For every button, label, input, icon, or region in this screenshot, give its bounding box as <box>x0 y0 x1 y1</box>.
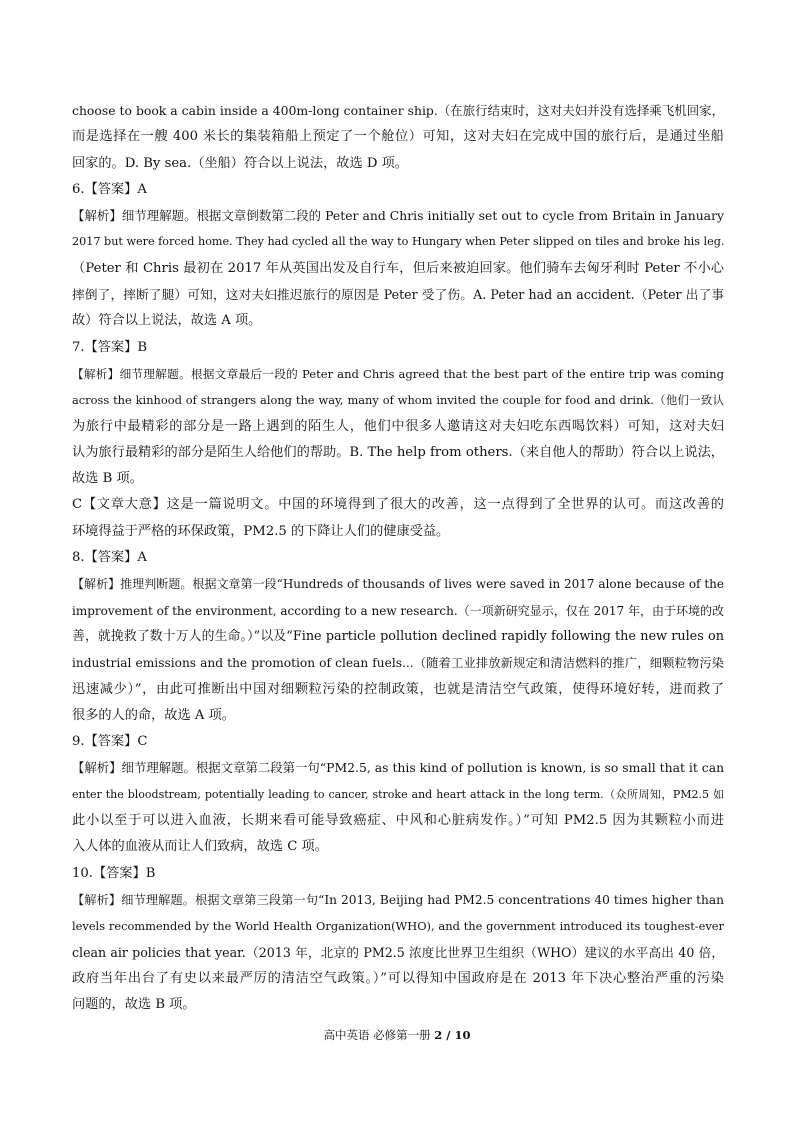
text-line: 6.【答案】A <box>72 181 147 197</box>
text-line: 政府当年出台了有史以来最严厉的清洁空气政策。）”可以得知中国政府是在 2013 年下决心整治严重的污染 <box>72 970 724 986</box>
text-line: 此小以至于可以进入血液，长期来看可能导致癌症、中风和心脏病发作。）”可知 PM2.5 因为其颗粒小而进 <box>72 813 724 829</box>
text-line: 而是选择在一艘 400 米长的集装箱船上预定了一个舱位）可知，这对夫妇在完成中国的旅行后，是通过坐船 <box>72 129 724 145</box>
text-line: C【文章大意】这是一篇说明文。中国的环境得到了很大的改善，这一点得到了全世界的认可。而这改善的 <box>72 497 724 513</box>
document-body <box>72 98 724 1018</box>
text-line: （Peter 和 Chris 最初在 2017 年从英国出发及自行车，但后来被迫回家。他们骑车去匈牙利时 Peter 不小心 <box>72 260 724 276</box>
text-line: levels recommended by the World Health Organization(WHO), and the government introduced its toughest-ever <box>72 919 724 934</box>
text-line: clean air policies that year.（2013 年，北京的 PM2.5 浓度比世界卫生组织（WHO）建议的水平高出 40 倍， <box>72 944 724 960</box>
text-line: choose to book a cabin inside a 400m-long container ship.（在旅行结束时，这对夫妇并没有选择乘飞机回家， <box>72 103 724 118</box>
text-line: 入人体的血液从而让人们致病，故选 C 项。 <box>72 839 328 855</box>
text-line: 9.【答案】C <box>72 734 148 750</box>
text-line: 故选 B 项。 <box>72 471 143 487</box>
text-line: 迅速减少）”，由此可推断出中国对细颗粒污染的控制政策，也就是清洁空气政策，使得环境好转，进而救了 <box>72 681 724 697</box>
text-line: 问题的，故选 B 项。 <box>72 997 196 1013</box>
page-footer <box>0 1027 794 1043</box>
text-line: 8.【答案】A <box>72 550 147 566</box>
text-line: industrial emissions and the promotion of clean fuels...（随着工业排放新规定和清洁燃料的推广，细颗粒物污染 <box>72 656 724 671</box>
footer-book-title: 高中英语 必修第一册 <box>323 1028 431 1042</box>
text-line: 10.【答案】B <box>72 865 156 881</box>
text-line: 【解析】细节理解题。根据文章倒数第二段的 Peter and Chris initially set out to cycle from Britain in January <box>72 208 724 224</box>
text-line: 2017 but were forced home. They had cycled all the way to Hungary when Peter slipped on tiles and broke his leg. <box>72 235 724 249</box>
text-line: 回家的。D. By sea.（坐船）符合以上说法，故选 D 项。 <box>72 155 408 171</box>
text-line: 很多的人的命，故选 A 项。 <box>72 707 235 723</box>
text-line: 为旅行中最精彩的部分是一路上遇到的陌生人，他们中很多人邀请这对夫妇吃东西喝饮料）可知，这对夫妇 <box>72 418 724 434</box>
text-line: 【解析】推理判断题。根据文章第一段“Hundreds of thousands of lives were saved in 2017 alone because of the <box>72 577 724 592</box>
page-number: 2 / 10 <box>434 1028 471 1042</box>
text-line: 故）符合以上说法，故选 A 项。 <box>72 313 262 329</box>
text-line: enter the bloodstream, potentially leading to cancer, stroke and heart attack in the long term.（众所周知，PM2.5 如 <box>72 787 724 801</box>
text-line: 认为旅行最精彩的部分是陌生人给他们的帮助。B. The help from others.（来自他人的帮助）符合以上说法， <box>72 444 724 460</box>
text-line: 【解析】细节理解题。根据文章第三段第一句“In 2013, Beijing had PM2.5 concentrations 40 times higher than <box>72 892 724 907</box>
text-line: 【解析】细节理解题。根据文章最后一段的 Peter and Chris agreed that the best part of the entire trip was coming <box>72 366 724 381</box>
text-line: 善，就挽救了数十万人的生命。）”以及“Fine particle pollution declined rapidly following the new rules on <box>72 628 724 644</box>
text-line: 7.【答案】B <box>72 339 148 355</box>
text-line: 环境得益于严格的环保政策，PM2.5 的下降让人们的健康受益。 <box>72 523 450 539</box>
text-line: across the kinhood of strangers along the way, many of whom invited the couple for food and drink.（他们一致认 <box>72 393 724 408</box>
text-line: 摔倒了，摔断了腿）可知，这对夫妇推迟旅行的原因是 Peter 受了伤。A. Peter had an accident.（Peter 出了事 <box>72 287 724 303</box>
text-line: 【解析】细节理解题。根据文章第二段第一句“PM2.5, as this kind of pollution is known, is so small that it can <box>72 760 724 776</box>
text-line: improvement of the environment, according to a new research.（一项新研究显示，仅在 2017 年，由于环境的改 <box>72 603 724 618</box>
